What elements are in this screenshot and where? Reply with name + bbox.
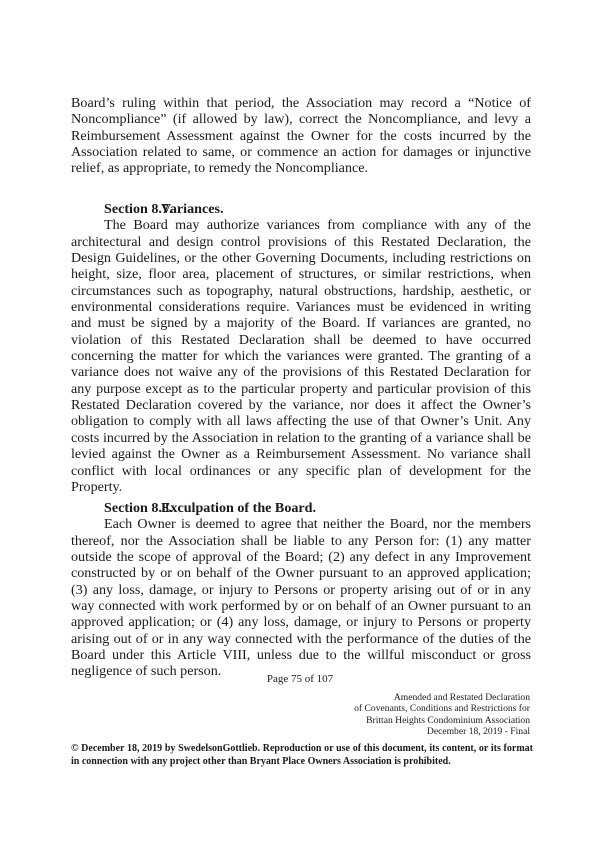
document-info-footer bbox=[354, 692, 530, 737]
doc-info-line: of Covenants, Conditions and Restrictions for bbox=[354, 703, 530, 715]
section-title: Variances. bbox=[161, 201, 224, 217]
section-body: The Board may authorize variances from compliance with any of the architectural and design control provisions of this Restated Declaration, the Design Guidelines, or the other Governing Documents, including restrictions on height, size, floor area, placement of structures, or similar restrictions, when circumstances such as topography, natural obstructions, hardship, aesthetic, or environmental considerations require. Variances must be evidenced in writing and must be signed by a majority of the Board. If variances are granted, no violation of this Restated Declaration shall be deemed to have occurred concerning the matter for which the variances were granted. The granting of a variance does not waive any of the provisions of this Restated Declaration for any purpose except as to the particular property and particular provision of this Restated Declaration covered by the variance, nor does it affect the Owner’s obligation to comply with all laws affecting the use of that Owner’s Unit. Any costs incurred by the Association in relation to the granting of a variance shall be levied against the Owner as a Reimbursement Assessment. No variance shall conflict with local ordinances or any specific plan of development for the Property. bbox=[71, 217, 531, 495]
page-number: Page 75 of 107 bbox=[266, 673, 334, 685]
doc-info-line: December 18, 2019 - Final bbox=[426, 725, 530, 737]
section-title: Exculpation of the Board. bbox=[161, 500, 317, 516]
section-8-7 bbox=[71, 201, 531, 495]
section-heading bbox=[71, 500, 531, 516]
doc-info-line: Amended and Restated Declaration bbox=[393, 692, 530, 703]
continued-paragraph: Board’s ruling within that period, the Association may record a “Notice of Noncompliance” (if allowed by law), correct the Noncompliance, and levy a Reimbursement Assessment against the Owner for the costs incurred by the Association related to same, or commence an action for damages or injunctive relief, as appropriate, to remedy the Noncompliance. bbox=[71, 95, 531, 177]
section-8-8 bbox=[71, 500, 531, 680]
section-number: Section 8.8. bbox=[104, 500, 173, 516]
continued-paragraph-block bbox=[71, 95, 531, 177]
doc-info-line: Brittan Heights Condominium Association bbox=[366, 714, 530, 726]
copyright-notice: © December 18, 2019 by SwedelsonGottlieb. Reproduction or use of this document, its content, or its format in connection with any project other than Bryant Place Owners Association is prohibited. bbox=[71, 743, 533, 767]
section-heading bbox=[71, 201, 531, 217]
section-body: Each Owner is deemed to agree that neither the Board, nor the members thereof, nor the Association shall be liable to any Person for: (1) any matter outside the scope of approval of the Board; (2) any defect in any Improvement constructed by or on behalf of the Owner pursuant to an approved application; (3) any loss, damage, or injury to Persons or property arising out of or in any way connected with work performed by or on behalf of an Owner pursuant to an approved application; or (4) any loss, damage, or injury to Persons or property arising out of or in any way connected with the performance of the duties of the Board under this Article VIII, unless due to the willful misconduct or gross negligence of such person. bbox=[71, 516, 531, 680]
section-number: Section 8.7. bbox=[104, 201, 173, 217]
